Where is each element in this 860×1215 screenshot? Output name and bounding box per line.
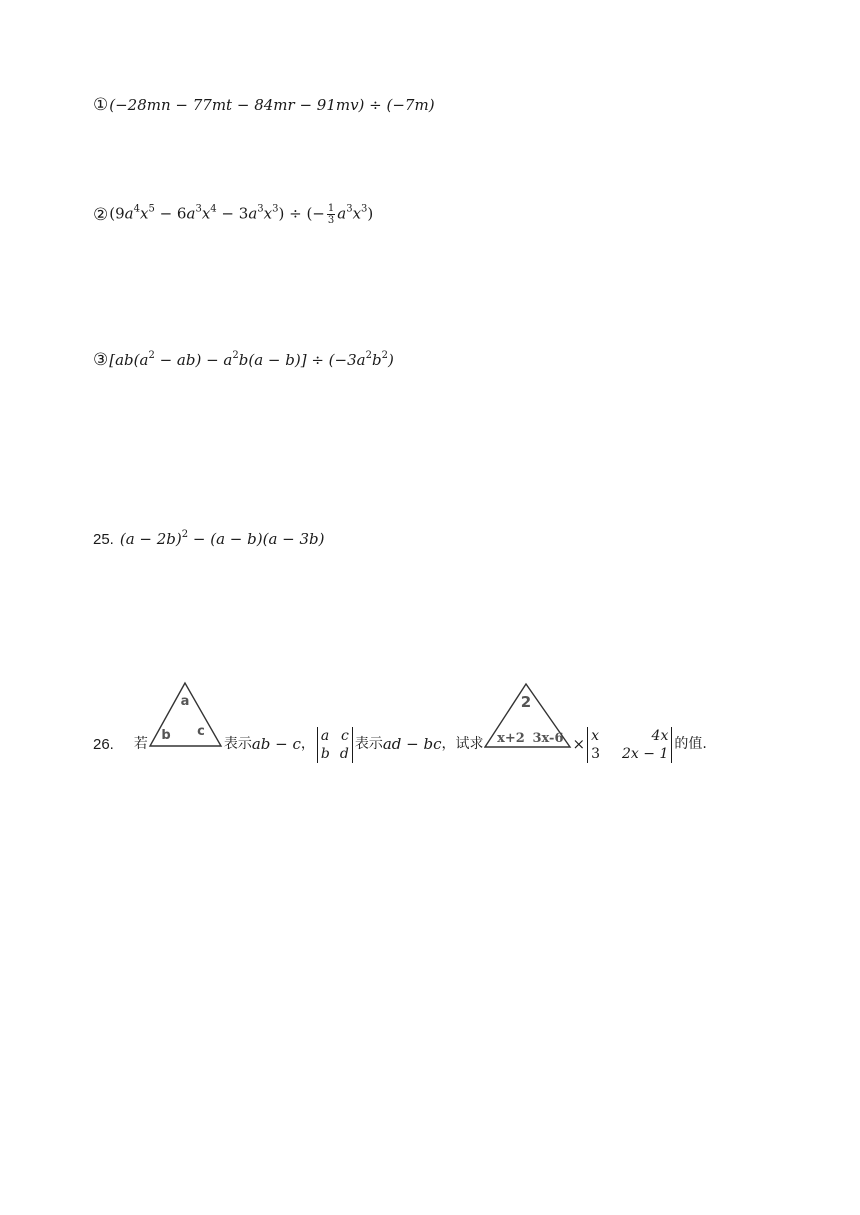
marker-2: ② [93,204,109,225]
text-ruo: 若 [133,736,148,752]
triangle-diagram-2 [484,682,572,750]
text-de-zhi: 的值. [674,736,707,752]
expression-ab-minus-c: ab − c [251,735,301,753]
problem-1-expression: (−28mn − 77mt − 84mr − 91mv) ÷ (−7m) [109,96,435,114]
determinant-2: x 3 4x 2x − 1 [587,727,672,763]
marker-1: ① [93,95,109,115]
triangle-diagram-1 [148,680,224,750]
text-shiqiu: ，试求 [441,736,484,752]
question-25-number: 25. [93,530,114,548]
determinant-1: a b c d [317,727,353,763]
text-biaoshi-1: 表示 [223,736,252,752]
triangle-2-right-label: 3x-6 [532,731,564,746]
triangle-1-right-label: c [197,724,205,739]
problem-1 [93,95,435,115]
problem-3-expression: $[ab(a^2 - ab) - a^2b(a - b)] \div (-3a^2b^2)$ [109,350,394,369]
marker-3: ③ [93,350,109,370]
triangle-1-left-label: b [161,728,171,743]
triangle-1-top-label: a [180,694,190,709]
problem-2-expression: $(9a^4x^5 - 6a^3x^4 - 3a^3x^3)$ ÷ (− $\frac{1}{3}$ $a^3x^3$) [109,203,374,226]
problem-3 [93,350,394,370]
question-25-expression: $(a - 2b)^2 - (a - b)(a - 3b)$ [119,529,325,548]
question-26-number: 26. [93,736,114,753]
comma-1: ， [300,736,315,752]
fraction-one-third: $\frac{1}{3}$ [327,203,335,226]
text-biaoshi-2: 表示 [354,736,383,752]
question-26 [93,682,707,767]
problem-2 [93,203,373,226]
times-sign: × [572,735,586,753]
triangle-2-top-label: 2 [520,693,531,711]
question-25 [93,530,325,548]
triangle-2-left-label: x+2 [496,731,525,746]
expression-ad-minus-bc: ad − bc [382,735,442,753]
